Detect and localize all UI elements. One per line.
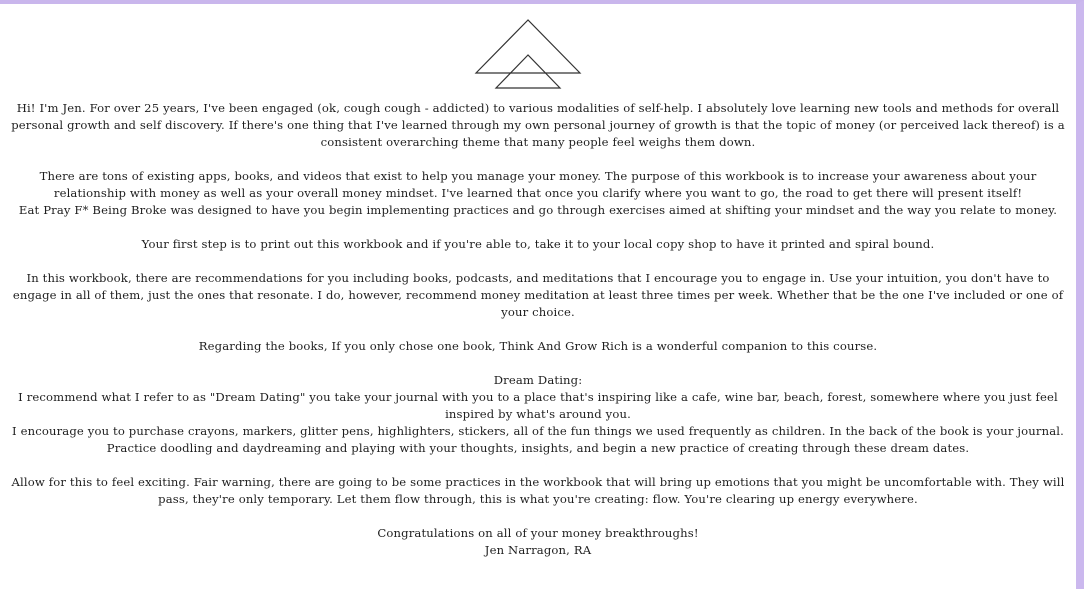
intro-paragraph bbox=[0, 100, 1076, 151]
text-line: Allow for this to feel exciting. Fair warning, there are going to be some practices in the workbook that will bring up emotions that you might be uncomfortable with. They will pass, they're only temporary. Let them flow through, this is what you're creating: flow. You're clearing up energy everywhere. bbox=[11, 475, 1065, 506]
books-paragraph bbox=[0, 338, 1076, 355]
text-line: Your first step is to print out this workbook and if you're able to, take it to your local copy shop to have it printed and spiral bound. bbox=[141, 237, 935, 251]
recommendations-paragraph bbox=[0, 270, 1076, 321]
text-line: Regarding the books, If you only chose one book, Think And Grow Rich is a wonderful companion to this course. bbox=[198, 339, 878, 353]
signature: Jen Narragon, RA bbox=[484, 543, 592, 557]
closing-paragraph bbox=[0, 525, 1076, 559]
closing-line: Congratulations on all of your money breakthroughs! bbox=[377, 526, 699, 540]
nested-triangles-logo-icon bbox=[474, 17, 582, 91]
dream-dating-paragraph bbox=[0, 372, 1076, 457]
text-line: I encourage you to purchase crayons, markers, glitter pens, highlighters, stickers, all of the fun things we used frequently as children. In the back of the book is your journal. Practice doodling and daydreaming and playing with your thoughts, insights, and begin a new practice of creating through these dream dates. bbox=[12, 424, 1064, 455]
purpose-paragraph bbox=[0, 168, 1076, 219]
text-line: Eat Pray F* Being Broke was designed to have you begin implementing practices and go through exercises aimed at shifting your mindset and the way you relate to money. bbox=[18, 203, 1058, 217]
text-line: I recommend what I refer to as "Dream Dating" you take your journal with you to a place that's inspiring like a cafe, wine bar, beach, forest, somewhere where you just feel inspired by what's around you. bbox=[18, 390, 1058, 421]
first-step-paragraph bbox=[0, 236, 1076, 253]
text-line: There are tons of existing apps, books, and videos that exist to help you manage your money. The purpose of this workbook is to increase your awareness about your relationship with money as well as your overall money mindset. I've learned that once you clarify where you want to go, the road to get there will present itself! bbox=[39, 169, 1037, 200]
text-line: Hi! I'm Jen. For over 25 years, I've been engaged (ok, cough cough - addicted) to various modalities of self-help. I absolutely love learning new tools and methods for overall personal growth and self discovery. If there's one thing that I've learned through my own personal journey of growth is that the topic of money (or perceived lack thereof) is a consistent overarching theme that many people feel weighs them down. bbox=[11, 101, 1065, 149]
section-heading: Dream Dating: bbox=[493, 373, 583, 387]
warning-paragraph bbox=[0, 474, 1076, 508]
workbook-intro-text bbox=[0, 100, 1076, 576]
text-line: In this workbook, there are recommendations for you including books, podcasts, and meditations that I encourage you to engage in. Use your intuition, you don't have to engage in all of them, just the ones that resonate. I do, however, recommend money meditation at least three times per week. Whether that be the one I've included or one of your choice. bbox=[12, 271, 1064, 319]
